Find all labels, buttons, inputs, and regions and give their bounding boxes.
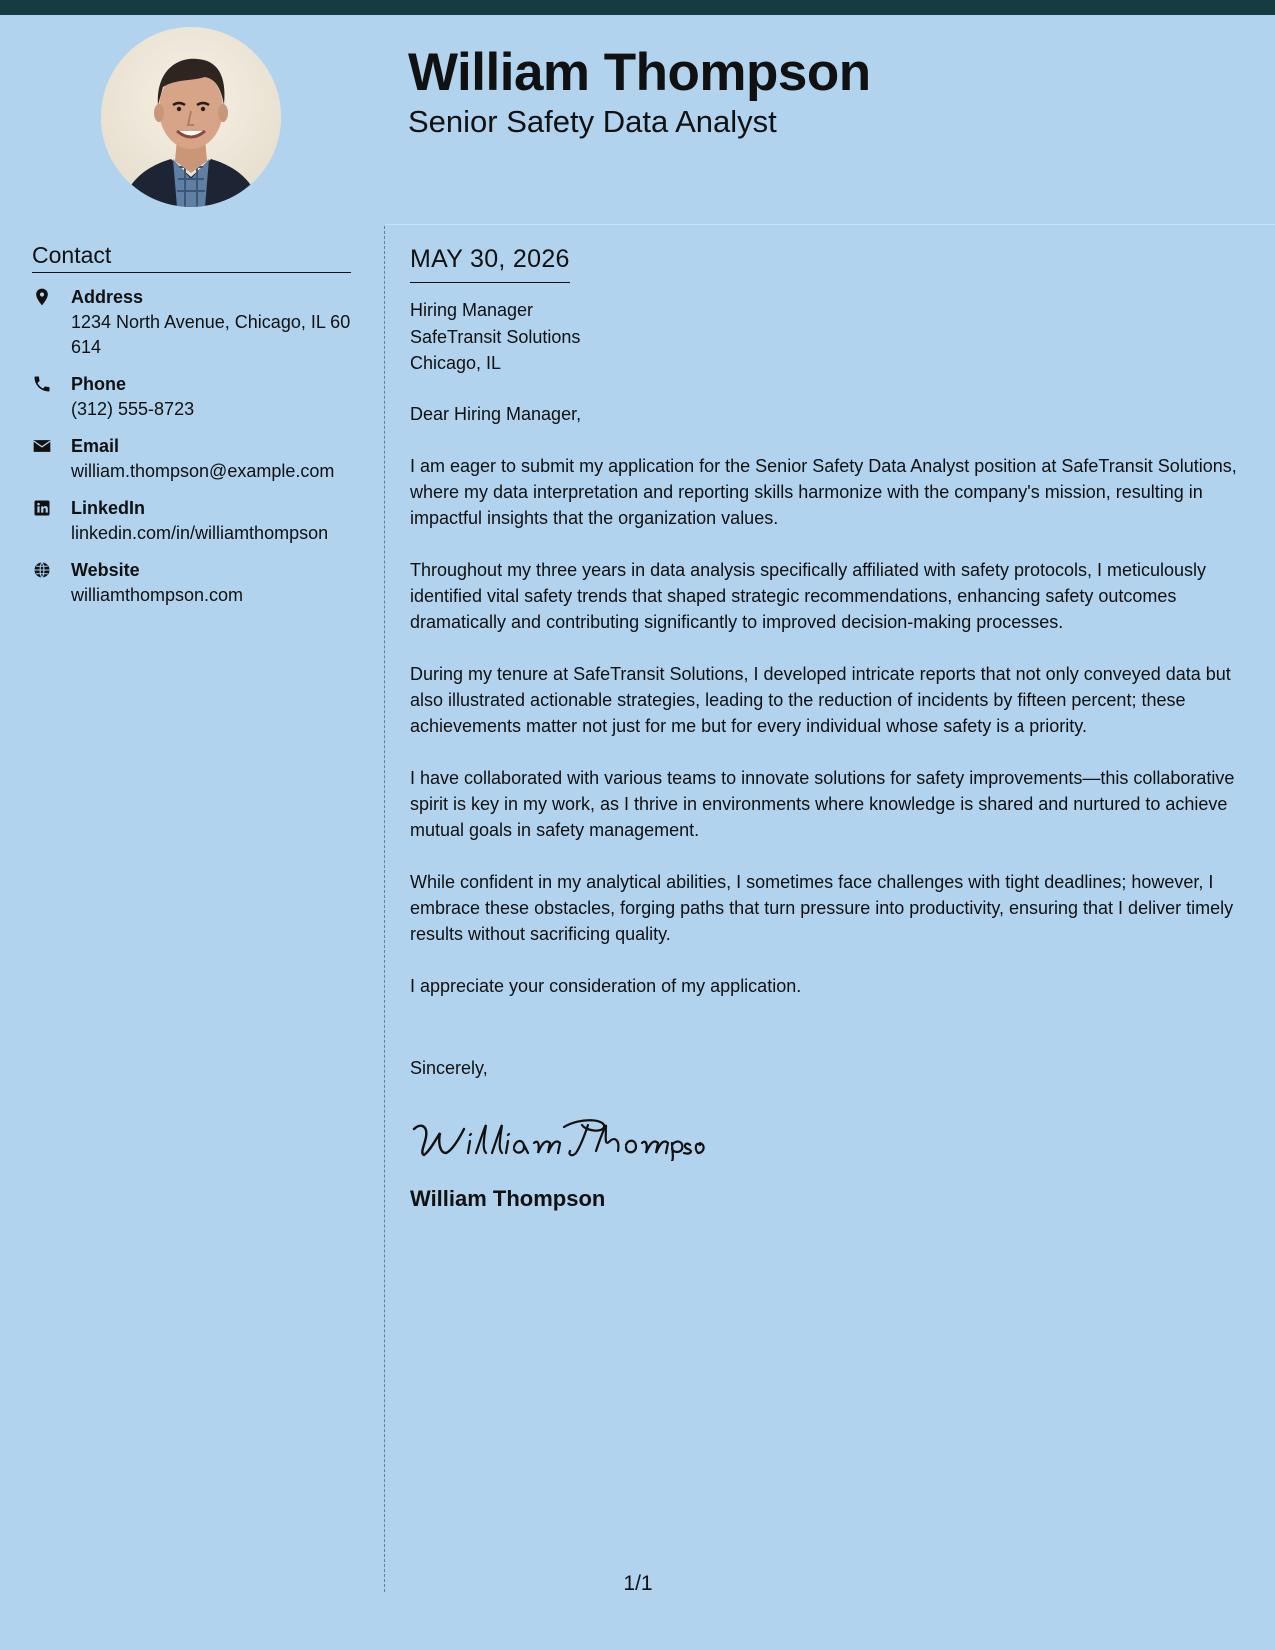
- email-value[interactable]: william.thompson@example.com: [71, 461, 335, 481]
- contact-heading: Contact: [32, 240, 351, 273]
- contact-label: Address: [71, 287, 144, 307]
- map-pin-icon: [32, 287, 52, 307]
- job-title: Senior Safety Data Analyst: [408, 104, 777, 139]
- top-accent-bar: [0, 0, 1275, 15]
- letter-paragraph: While confident in my analytical abilities, I sometimes face challenges with tight deadlines; however, I embrace these obstacles, forging paths that turn pressure into productivity, ensuring that I deliver timely results without sacrificing quality.: [410, 871, 1234, 944]
- address-value: 1234 North Avenue, Chicago, IL 60614: [71, 312, 351, 357]
- applicant-name: William Thompson: [408, 43, 871, 102]
- recipient-line: Hiring Manager: [410, 300, 534, 320]
- contact-phone: [32, 372, 351, 422]
- letter-paragraph: I am eager to submit my application for the Senior Safety Data Analyst position at SafeTransit Solutions, where my data interpretation and reporting skills harmonize with the company's mission, resulting in impactful insights that the organization values.: [410, 455, 1237, 528]
- contact-label: LinkedIn: [71, 498, 146, 518]
- website-value[interactable]: williamthompson.com: [71, 585, 244, 605]
- signature-image: [410, 1111, 710, 1161]
- avatar: [101, 27, 281, 207]
- letter-paragraph: Throughout my three years in data analysis specifically affiliated with safety protocols, I meticulously identified vital safety trends that shaped strategic recommendations, enhancing safety outcomes dramatically and contributing significantly to improved decision-making processes.: [410, 559, 1207, 632]
- salutation: Dear Hiring Manager,: [410, 403, 582, 424]
- page-number: 1/1: [623, 1572, 653, 1595]
- letter-paragraph: During my tenure at SafeTransit Solutions, I developed intricate reports that not only conveyed data but also illustrated actionable strategies, leading to the reduction of incidents by fifteen percent; these achievements matter not just for me but for every individual whose safety is a priority.: [410, 663, 1231, 736]
- recipient-block: [410, 297, 1255, 377]
- header-divider: [385, 224, 1275, 225]
- contact-linkedin: [32, 496, 351, 546]
- letter-paragraph: I have collaborated with various teams to innovate solutions for safety improvements—this collaborative spirit is key in my work, as I thrive in environments where knowledge is shared and nurtured to achieve mutual goals in safety management.: [410, 767, 1235, 840]
- linkedin-value[interactable]: linkedin.com/in/williamthompson: [71, 523, 329, 543]
- envelope-icon: [32, 436, 52, 456]
- column-divider: [384, 226, 385, 1592]
- sidebar: [32, 240, 351, 620]
- signature: [410, 1111, 1255, 1161]
- signer-name: William Thompson: [410, 1185, 606, 1211]
- contact-website: [32, 558, 351, 608]
- contact-label: Email: [71, 436, 120, 456]
- recipient-line: SafeTransit Solutions: [410, 326, 581, 347]
- contact-label: Phone: [71, 374, 127, 394]
- letter-paragraph: I appreciate your consideration of my application.: [410, 975, 802, 996]
- recipient-line: Chicago, IL: [410, 353, 502, 373]
- contact-label: Website: [71, 560, 140, 580]
- letter-body: [410, 240, 1255, 1213]
- profile-photo: [101, 27, 281, 207]
- phone-icon: [32, 374, 52, 394]
- letter-date: MAY 30, 2026: [410, 240, 570, 283]
- linkedin-icon: [32, 498, 52, 518]
- contact-email: [32, 434, 351, 484]
- phone-value: (312) 555-8723: [71, 399, 195, 419]
- closing: Sincerely,: [410, 1057, 488, 1078]
- contact-address: [32, 285, 351, 360]
- globe-icon: [32, 560, 52, 580]
